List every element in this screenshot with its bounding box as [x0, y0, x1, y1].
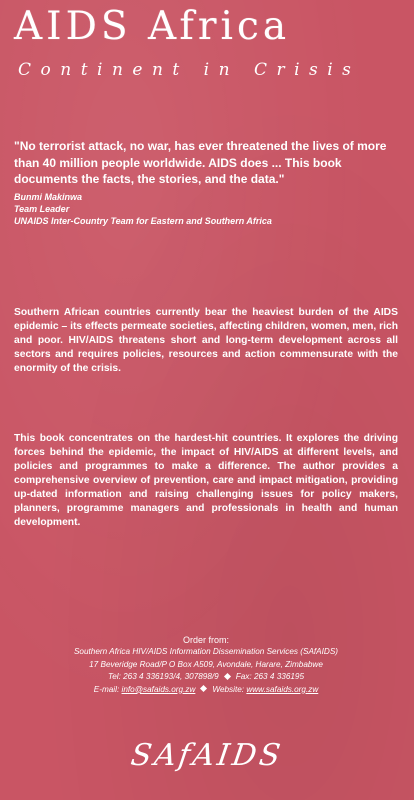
diamond-separator-icon — [200, 685, 207, 692]
safaids-logo: SAfAIDS — [128, 738, 286, 773]
quote-author: Bunmi Makinwa — [14, 191, 83, 202]
fax-number: Fax: 263 4 336195 — [235, 672, 305, 682]
quote-text: "No terrorist attack, no war, has ever threatened the lives of more than 40 million people worldwide. AIDS does ... This book documents the facts, the stories, and the data." — [14, 139, 387, 186]
website-link[interactable]: www.safaids.org.zw — [246, 684, 319, 694]
website-label: Website: — [212, 684, 245, 694]
book-subtitle: Continent in Crisis — [18, 60, 361, 80]
email-link[interactable]: info@safaids.org.zw — [121, 684, 196, 694]
endorsement-quote — [14, 138, 398, 227]
email-label: E-mail: — [93, 684, 120, 694]
diamond-separator-icon — [224, 673, 231, 680]
order-contact-line — [14, 684, 398, 696]
order-information — [14, 634, 398, 696]
quote-author-organization: UNAIDS Inter-Country Team for Eastern and Southern Africa — [14, 215, 272, 226]
quote-attribution — [14, 191, 398, 227]
order-address: 17 Beveridge Road/P O Box A509, Avondale, Harare, Zimbabwe — [89, 659, 323, 669]
quote-author-role: Team Leader — [14, 203, 70, 214]
order-phone-line — [14, 671, 398, 683]
book-title: AIDS Africa — [14, 4, 291, 49]
telephone-numbers: Tel: 263 4 336193/4, 307898/9 — [107, 672, 219, 682]
order-organization: Southern Africa HIV/AIDS Information Dissemination Services (SAfAIDS) — [73, 647, 339, 657]
description-paragraph-2: This book concentrates on the hardest-hit countries. It explores the driving forces behind the epidemic, the impact of HIV/AIDS at different levels, and policies and programmes to make a difference. The author provides a comprehensive overview of prevention, care and impact mitigation, providing up-dated information and raising challenging issues for policy makers, planners, programme managers and professionals in health and human development. — [14, 433, 398, 528]
order-heading: Order from: — [182, 635, 229, 645]
description-paragraph-1: Southern African countries currently bear the heaviest burden of the AIDS epidemic – its effects permeate societies, affecting children, women, men, rich and poor. HIV/AIDS threatens short and long-term development across all sectors and requires policies, resources and action commensurate with the enormity of the crisis. — [14, 307, 398, 374]
